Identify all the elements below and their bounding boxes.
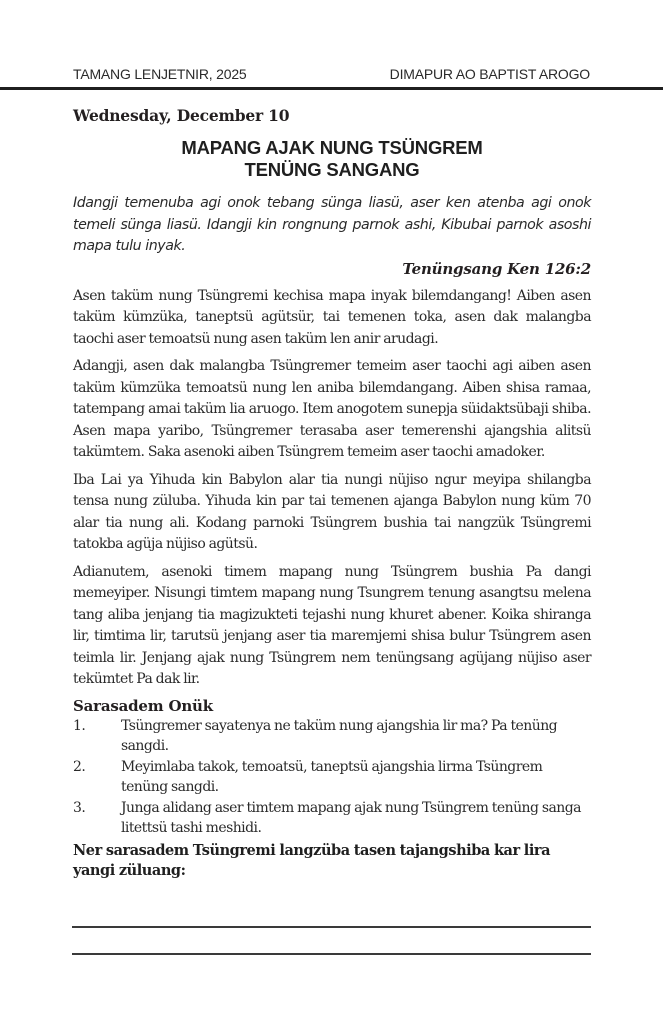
devotion-title [73, 137, 591, 181]
answer-line-2[interactable] [72, 953, 591, 955]
body-paragraph-2: Adangji, asen dak malangba Tsüngremer temeim aser taochi agi aiben asen taküm kümzüka temoatsü nung len aniba bilemdangang. Aiben shisa ramaa, tatempang amai taküm lia aruogo. Item anogotem sunepja süidaktsübaji shiba. Asen mapa yaribo, Tsüngremer terasaba aser temerenshi ajangshia alitsü takümtem. Saka asenoki aiben Tsüngrem temeim aser taochi amadoker. [73, 358, 591, 460]
answer-line-1[interactable] [72, 926, 591, 928]
devotion-date: Wednesday, December 10 [73, 106, 290, 125]
body-paragraph-4: Adianutem, asenoki timem mapang nung Tsüngrem bushia Pa dangi memeyiper. Nisungi timtem mapang nung Tsungrem tenung asangtsu melena tang aliba jenjang tia magizukteti tejashi nung khuret abener. Koika shiranga lir, timtima lir, tarutsü jenjang aser tia maremjemi shisa bulur Tsüngrem asen teimla lir. Jenjang ajak nung Tsüngrem nem tenüngsang agüjang nüjiso aser tekümtet Pa dak lir. [73, 563, 591, 687]
header-publication-title: TAMANG LENJETNIR, 2025 [73, 66, 247, 82]
question-text: Junga alidang aser timtem mapang ajak nung Tsüngrem tenüng sanga litettsü tashi meshidi. [121, 799, 581, 836]
response-prompt: Ner sarasadem Tsüngremi langzüba tasen tajangshiba kar lira yangi züluang: [73, 841, 551, 879]
question-number: 3. [73, 799, 86, 816]
body-paragraph-3: Iba Lai ya Yihuda kin Babylon alar tia nungi nüjiso ngur meyipa shilangba tensa nung züluba. Yihuda kin par tai temenen ajanga Babylon nung küm 70 alar tia nung ali. Kodang parnoki Tsüngrem bushia tai nangzük Tsüngremi tatokba agüja nüjiso agütsü. [73, 471, 591, 552]
question-item-2 [73, 757, 591, 798]
devotion-title-line-2: TENÜNG SANGANG [244, 159, 420, 180]
body-paragraph-1: Asen taküm nung Tsüngremi kechisa mapa inyak bilemdangang! Aiben asen taküm kümzüka, taneptsü agütsür, tai temenen toka, asen dak malangba taochi aser temoatsü nung asen taküm len anir arudagi. [73, 287, 591, 347]
questions-list [73, 716, 591, 839]
header-rule-divider [0, 87, 663, 90]
running-header [73, 66, 590, 86]
question-text: Tsüngremer sayatenya ne taküm nung ajangshia lir ma? Pa tenüng sangdi. [121, 717, 558, 754]
question-number: 1. [73, 717, 86, 734]
devotion-content [73, 106, 591, 881]
question-item-3 [73, 798, 591, 839]
scripture-verse: Idangji temenuba agi onok tebang sünga liasü, aser ken atenba agi onok temeli sünga liasü. Idangji kin rongnung parnok ashi, Kibubai parnok asoshi mapa tulu inyak. [73, 195, 591, 254]
question-item-1 [73, 716, 591, 757]
questions-heading: Sarasadem Onük [73, 696, 213, 715]
scripture-reference: Tenüngsang Ken 126:2 [402, 259, 591, 278]
question-text: Meyimlaba takok, temoatsü, taneptsü ajangshia lirma Tsüngrem tenüng sangdi. [121, 758, 543, 795]
devotion-title-line-1: MAPANG AJAK NUNG TSÜNGREM [181, 137, 483, 158]
header-publisher: DIMAPUR AO BAPTIST AROGO [389, 66, 590, 82]
question-number: 2. [73, 758, 86, 775]
